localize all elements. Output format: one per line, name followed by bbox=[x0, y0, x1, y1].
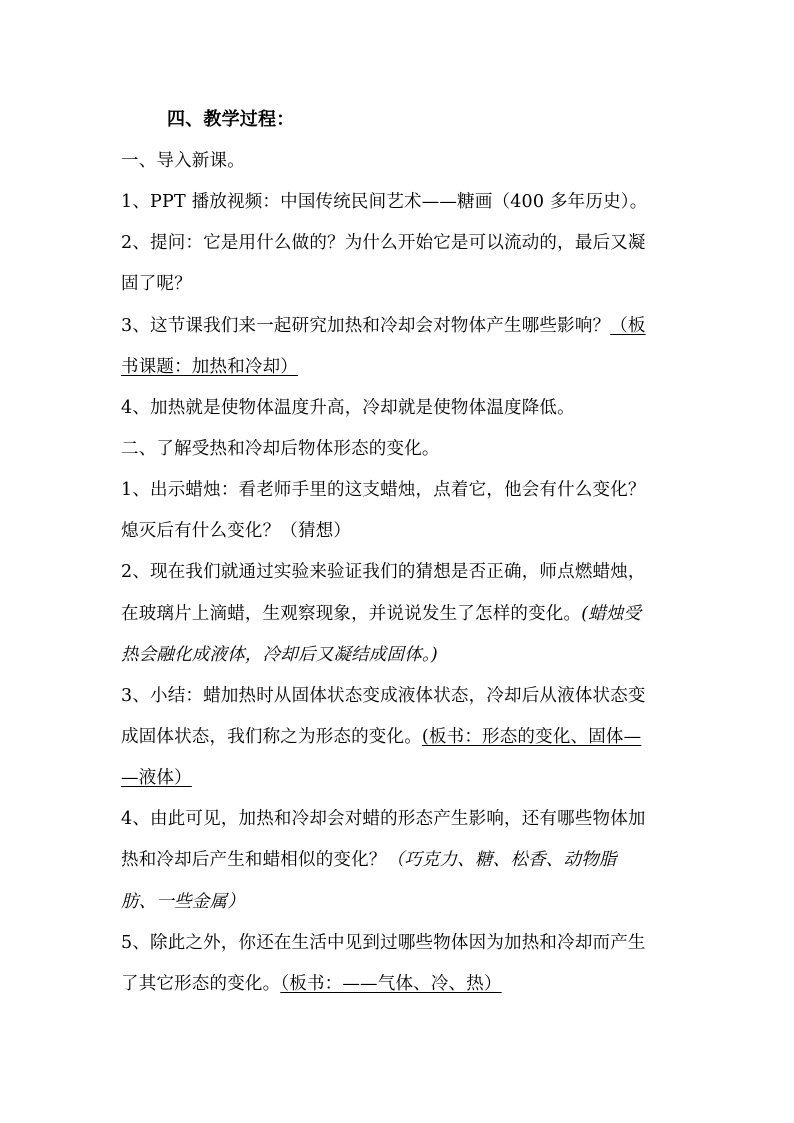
text-run: 热和冷却后产生和蜡相似的变化？ bbox=[121, 850, 387, 870]
text-run: 在玻璃片上滴蜡，生观察现象，并说说发生了怎样的变化。 bbox=[121, 604, 582, 624]
board-note: （板 bbox=[610, 316, 646, 336]
board-note: 书课题：加热和冷却） bbox=[121, 357, 298, 377]
board-note: —液体） bbox=[121, 768, 192, 788]
paragraph-line bbox=[121, 972, 502, 996]
paragraph-line: 1、PPT 播放视频：中国传统民间艺术——糖画（400 多年历史）。 bbox=[121, 192, 648, 212]
paragraph-line: 2、现在我们就通过实验来验证我们的猜想是否正确，师点燃蜡烛， bbox=[121, 562, 646, 582]
paragraph-line bbox=[121, 643, 438, 667]
paragraph-line bbox=[121, 314, 646, 338]
expected-answer: 肪、一些金属） bbox=[121, 892, 245, 912]
section-heading: 四、教学过程： bbox=[167, 109, 295, 130]
text-run: 了其它形态的变化。 bbox=[121, 974, 281, 994]
text-run: 3、这节课我们来一起研究加热和冷却会对物体产生哪些影响？ bbox=[121, 316, 611, 336]
paragraph-line: 1、出示蜡烛：看老师手里的这支蜡烛，点着它，他会有什么变化？ bbox=[121, 480, 646, 500]
paragraph-line: 熄灭后有什么变化？（猜想） bbox=[121, 521, 352, 541]
paragraph-line bbox=[121, 355, 298, 379]
paragraph-line: 3、小结：蜡加热时从固体状态变成液体状态，冷却后从液体状态变 bbox=[121, 686, 646, 706]
paragraph-line bbox=[121, 602, 641, 626]
text-run: 成固体状态，我们称之为形态的变化。 bbox=[121, 727, 422, 747]
paragraph-line bbox=[121, 725, 641, 749]
paragraph-line bbox=[121, 766, 192, 790]
paragraph-line: 固了呢？ bbox=[121, 274, 192, 294]
expected-answer: （巧克力、糖、松香、动物脂 bbox=[386, 850, 617, 870]
expected-answer: 热会融化成液体，冷却后又凝结成固体。) bbox=[121, 645, 438, 665]
section-title-2: 二、了解受热和冷却后物体形态的变化。 bbox=[121, 439, 440, 459]
paragraph-line bbox=[121, 890, 245, 914]
board-note: (板书：形态的变化、固体— bbox=[421, 727, 642, 747]
expected-answer: (蜡烛受 bbox=[581, 604, 642, 624]
paragraph-line: 4、由此可见，加热和冷却会对蜡的形态产生影响，还有哪些物体加 bbox=[121, 809, 646, 829]
paragraph-line: 4、加热就是使物体温度升高，冷却就是使物体温度降低。 bbox=[121, 398, 575, 418]
paragraph-line bbox=[121, 848, 617, 872]
paragraph-line: 2、提问：它是用什么做的？为什么开始它是可以流动的，最后又凝 bbox=[121, 233, 646, 253]
board-note: （板书：——气体、冷、热） bbox=[280, 974, 502, 994]
section-title-1: 一、导入新课。 bbox=[121, 151, 245, 171]
paragraph-line: 5、除此之外，你还在生活中见到过哪些物体因为加热和冷却而产生 bbox=[121, 933, 646, 953]
